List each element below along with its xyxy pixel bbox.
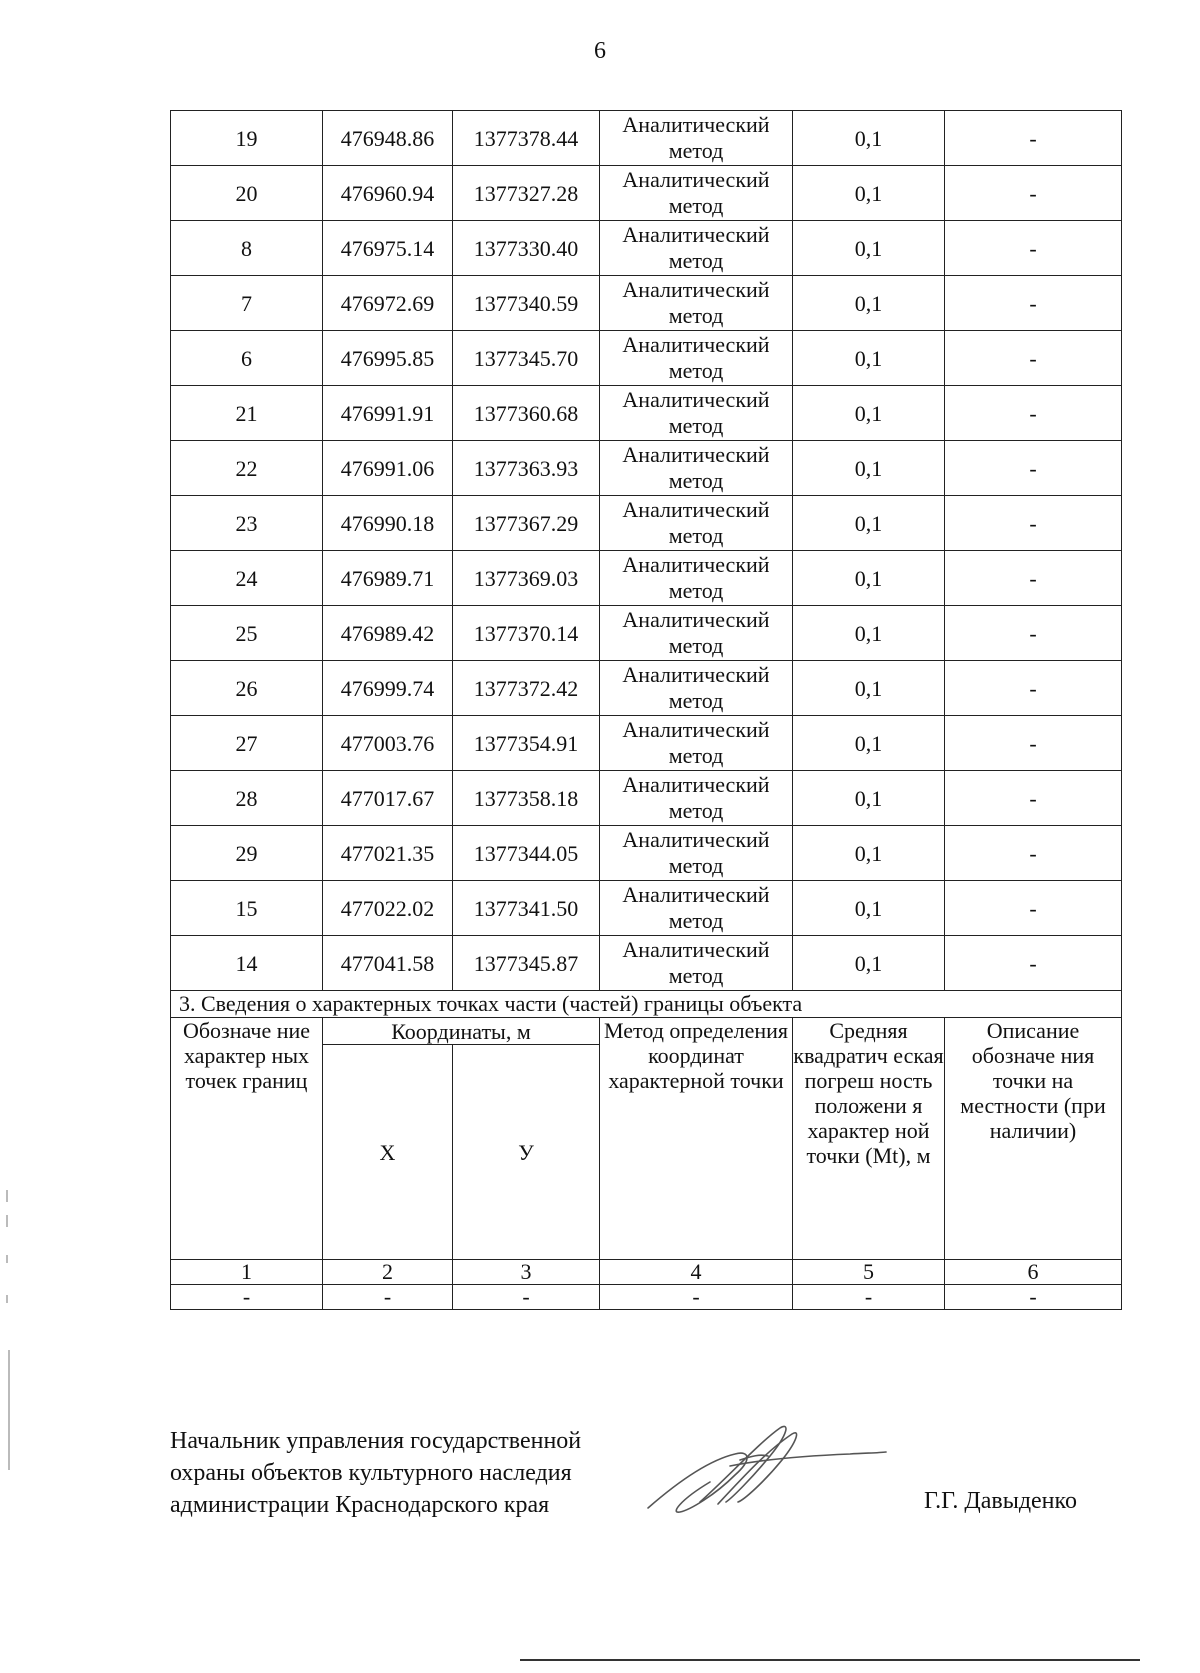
page-bottom-rule (520, 1659, 1140, 1661)
mean-error-cell: 0,1 (793, 496, 945, 551)
coord-y: 1377372.42 (453, 661, 600, 716)
point-number: 8 (171, 221, 323, 276)
point-number: 14 (171, 936, 323, 991)
point-number: 21 (171, 386, 323, 441)
table-row (171, 331, 1122, 386)
scan-edge-mark (8, 1350, 10, 1470)
header-method: Метод определения координат характерной точки (600, 1018, 793, 1260)
method-cell: Аналитический метод (600, 826, 793, 881)
point-number: 25 (171, 606, 323, 661)
coord-x: 476999.74 (323, 661, 453, 716)
header-row (171, 1018, 1122, 1045)
signatory-position (170, 1425, 581, 1521)
method-cell: Аналитический метод (600, 771, 793, 826)
mean-error-cell: 0,1 (793, 111, 945, 166)
coord-y: 1377369.03 (453, 551, 600, 606)
point-number: 7 (171, 276, 323, 331)
description-cell: - (945, 661, 1122, 716)
point-number: 26 (171, 661, 323, 716)
method-cell: Аналитический метод (600, 881, 793, 936)
coord-x: 477021.35 (323, 826, 453, 881)
table-row (171, 276, 1122, 331)
table-row (171, 716, 1122, 771)
coord-x: 476991.06 (323, 441, 453, 496)
point-number: 15 (171, 881, 323, 936)
scan-edge-mark (6, 1190, 8, 1202)
coord-y: 1377341.50 (453, 881, 600, 936)
coord-y: 1377345.70 (453, 331, 600, 386)
method-cell: Аналитический метод (600, 606, 793, 661)
coord-y: 1377367.29 (453, 496, 600, 551)
table-row (171, 386, 1122, 441)
mean-error-cell: 0,1 (793, 276, 945, 331)
description-cell: - (945, 936, 1122, 991)
coord-y: 1377330.40 (453, 221, 600, 276)
method-cell: Аналитический метод (600, 386, 793, 441)
description-cell: - (945, 881, 1122, 936)
section3-title-row (171, 991, 1122, 1018)
method-cell: Аналитический метод (600, 441, 793, 496)
column-number: 5 (793, 1260, 945, 1285)
page-number: 6 (594, 38, 606, 64)
description-cell: - (945, 496, 1122, 551)
position-line: охраны объектов культурного наследия (170, 1460, 572, 1486)
table-row (171, 661, 1122, 716)
empty-cell: - (945, 1285, 1122, 1310)
coord-y: 1377363.93 (453, 441, 600, 496)
point-number: 6 (171, 331, 323, 386)
column-number: 1 (171, 1260, 323, 1285)
mean-error-cell: 0,1 (793, 331, 945, 386)
table-row (171, 826, 1122, 881)
method-cell: Аналитический метод (600, 331, 793, 386)
empty-data-row (171, 1285, 1122, 1310)
method-cell: Аналитический метод (600, 221, 793, 276)
method-cell: Аналитический метод (600, 111, 793, 166)
coord-y: 1377354.91 (453, 716, 600, 771)
coord-y: 1377370.14 (453, 606, 600, 661)
description-cell: - (945, 221, 1122, 276)
description-cell: - (945, 551, 1122, 606)
coord-x: 476948.86 (323, 111, 453, 166)
point-number: 22 (171, 441, 323, 496)
table-row (171, 936, 1122, 991)
header-mean-error: Средняя квадратич еская погреш ность положени я характер ной точки (Mt), м (793, 1018, 945, 1260)
coord-y: 1377340.59 (453, 276, 600, 331)
mean-error-cell: 0,1 (793, 386, 945, 441)
section3-title: 3. Сведения о характерных точках части (частей) границы объекта (171, 991, 1122, 1018)
coord-x: 477003.76 (323, 716, 453, 771)
description-cell: - (945, 771, 1122, 826)
coord-y: 1377378.44 (453, 111, 600, 166)
table-row (171, 111, 1122, 166)
table-row (171, 551, 1122, 606)
empty-cell: - (453, 1285, 600, 1310)
method-cell: Аналитический метод (600, 496, 793, 551)
mean-error-cell: 0,1 (793, 881, 945, 936)
coord-x: 476975.14 (323, 221, 453, 276)
section3-block (171, 991, 1122, 1310)
coord-x: 476991.91 (323, 386, 453, 441)
coord-y: 1377345.87 (453, 936, 600, 991)
method-cell: Аналитический метод (600, 166, 793, 221)
table-row (171, 881, 1122, 936)
coord-x: 477022.02 (323, 881, 453, 936)
coord-y: 1377344.05 (453, 826, 600, 881)
mean-error-cell: 0,1 (793, 166, 945, 221)
description-cell: - (945, 166, 1122, 221)
coordinates-table (170, 110, 1122, 1310)
mean-error-cell: 0,1 (793, 221, 945, 276)
position-line: Начальник управления государственной (170, 1428, 582, 1454)
scan-edge-mark (6, 1215, 8, 1227)
mean-error-cell: 0,1 (793, 551, 945, 606)
description-cell: - (945, 826, 1122, 881)
point-number: 27 (171, 716, 323, 771)
point-number: 19 (171, 111, 323, 166)
coord-y: 1377360.68 (453, 386, 600, 441)
point-number: 29 (171, 826, 323, 881)
header-y: У (453, 1045, 600, 1260)
coord-x: 476989.71 (323, 551, 453, 606)
table-row (171, 771, 1122, 826)
coord-x: 476990.18 (323, 496, 453, 551)
coord-x: 476995.85 (323, 331, 453, 386)
method-cell: Аналитический метод (600, 936, 793, 991)
coord-x: 477017.67 (323, 771, 453, 826)
point-number: 20 (171, 166, 323, 221)
handwritten-signature (640, 1420, 890, 1520)
description-cell: - (945, 111, 1122, 166)
empty-cell: - (323, 1285, 453, 1310)
mean-error-cell: 0,1 (793, 936, 945, 991)
coord-x: 477041.58 (323, 936, 453, 991)
empty-cell: - (793, 1285, 945, 1310)
header-description: Описание обозначе ния точки на местности (при наличии) (945, 1018, 1122, 1260)
mean-error-cell: 0,1 (793, 661, 945, 716)
coord-x: 476972.69 (323, 276, 453, 331)
mean-error-cell: 0,1 (793, 441, 945, 496)
table-row (171, 496, 1122, 551)
method-cell: Аналитический метод (600, 276, 793, 331)
point-number: 24 (171, 551, 323, 606)
table-row (171, 441, 1122, 496)
column-numbers-row (171, 1260, 1122, 1285)
description-cell: - (945, 606, 1122, 661)
point-number: 23 (171, 496, 323, 551)
empty-cell: - (600, 1285, 793, 1310)
points-table-body (171, 111, 1122, 991)
coord-x: 476960.94 (323, 166, 453, 221)
scan-edge-mark (6, 1295, 8, 1303)
column-number: 2 (323, 1260, 453, 1285)
point-number: 28 (171, 771, 323, 826)
mean-error-cell: 0,1 (793, 716, 945, 771)
method-cell: Аналитический метод (600, 716, 793, 771)
coord-y: 1377358.18 (453, 771, 600, 826)
table-row (171, 606, 1122, 661)
header-designation: Обозначе ние характер ных точек границ (171, 1018, 323, 1260)
description-cell: - (945, 386, 1122, 441)
column-number: 3 (453, 1260, 600, 1285)
mean-error-cell: 0,1 (793, 606, 945, 661)
coord-x: 476989.42 (323, 606, 453, 661)
column-number: 4 (600, 1260, 793, 1285)
description-cell: - (945, 331, 1122, 386)
description-cell: - (945, 716, 1122, 771)
empty-cell: - (171, 1285, 323, 1310)
method-cell: Аналитический метод (600, 551, 793, 606)
method-cell: Аналитический метод (600, 661, 793, 716)
table-row (171, 221, 1122, 276)
coord-y: 1377327.28 (453, 166, 600, 221)
header-x: X (323, 1045, 453, 1260)
description-cell: - (945, 276, 1122, 331)
scan-edge-mark (6, 1255, 8, 1263)
signatory-name: Г.Г. Давыденко (924, 1488, 1077, 1514)
mean-error-cell: 0,1 (793, 826, 945, 881)
position-line: администрации Краснодарского края (170, 1492, 550, 1518)
column-number: 6 (945, 1260, 1122, 1285)
mean-error-cell: 0,1 (793, 771, 945, 826)
table-row (171, 166, 1122, 221)
header-coordinates: Координаты, м (323, 1018, 600, 1045)
description-cell: - (945, 441, 1122, 496)
